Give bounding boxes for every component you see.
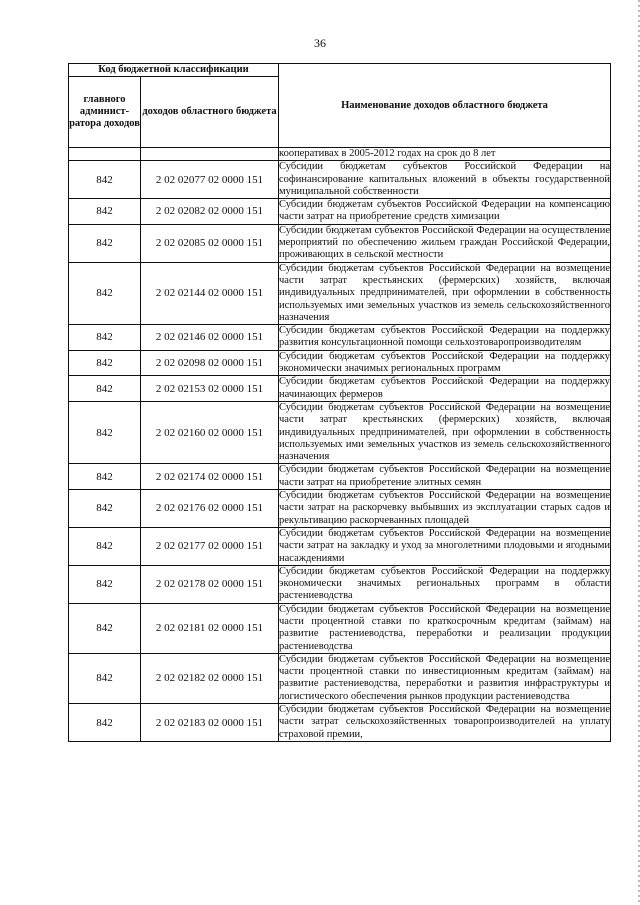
budget-classification-table <box>68 63 611 742</box>
header-admin: главного админист- ратора доходов <box>69 77 141 148</box>
table-row <box>69 262 611 324</box>
table-row <box>69 199 611 225</box>
income-code: 2 02 02176 02 0000 151 <box>141 490 279 528</box>
admin-code: 842 <box>69 704 141 742</box>
income-code: 2 02 02181 02 0000 151 <box>141 603 279 653</box>
income-code: 2 02 02183 02 0000 151 <box>141 704 279 742</box>
income-name: Субсидии бюджетам субъектов Российской Федерации на осуществление мероприятий по обеспечению жильем граждан Российской Федерации, проживающих в сельской местности <box>279 224 610 261</box>
income-name: Субсидии бюджетам субъектов Российской Федерации на возмещение части затрат на приобретение элитных семян <box>279 464 610 488</box>
table-row <box>69 464 611 490</box>
income-code: 2 02 02182 02 0000 151 <box>141 653 279 703</box>
income-code: 2 02 02082 02 0000 151 <box>141 199 279 225</box>
table-row <box>69 527 611 565</box>
income-code: 2 02 02077 02 0000 151 <box>141 161 279 199</box>
table-row <box>69 565 611 603</box>
income-name: Субсидии бюджетам субъектов Российской Федерации на поддержку развития консультационной помощи сельхозтоваропроизводителям <box>279 325 610 349</box>
header-name: Наименование доходов областного бюджета <box>279 64 611 148</box>
admin-code: 842 <box>69 376 141 402</box>
income-name: Субсидии бюджетам субъектов Российской Федерации на возмещение части затрат крестьянских (фермерских) хозяйств, включая индивидуальных предпринимателей, при оформлении в собственность используемых ими земельных участков из земель сельскохозяйственного назначения <box>279 262 610 323</box>
table-row <box>69 376 611 402</box>
table-row <box>69 161 611 199</box>
income-name: Субсидии бюджетам субъектов Российской Федерации на возмещение части процентной ставки по инвестиционным кредитам (займам) на развитие растениеводства, переработки и развития инфраструктуры и логистического обеспечения рынков продукции растениеводства <box>279 653 610 702</box>
income-name: Субсидии бюджетам субъектов Российской Федерации на софинансирование капитальных вложений в объекты государственной муниципальной собственности <box>279 161 610 197</box>
empty-cell <box>69 148 141 161</box>
table-row <box>69 224 611 262</box>
admin-code: 842 <box>69 199 141 225</box>
admin-code: 842 <box>69 464 141 490</box>
table-row <box>69 401 611 463</box>
income-code: 2 02 02153 02 0000 151 <box>141 376 279 402</box>
table-row <box>69 325 611 351</box>
admin-code: 842 <box>69 224 141 262</box>
admin-code: 842 <box>69 401 141 463</box>
admin-code: 842 <box>69 262 141 324</box>
empty-cell <box>141 148 279 161</box>
admin-code: 842 <box>69 490 141 528</box>
income-name: Субсидии бюджетам субъектов Российской Федерации на возмещение части затрат на раскорчевку выбывших из эксплуатации старых садов и рекультивацию раскорчеванных площадей <box>279 490 610 526</box>
income-name: Субсидии бюджетам субъектов Российской Федерации на компенсацию части затрат на приобретение средств химизации <box>279 199 610 223</box>
admin-code: 842 <box>69 527 141 565</box>
income-name: Субсидии бюджетам субъектов Российской Федерации на возмещение части процентной ставки по краткосрочным кредитам (займам) на развитие растениеводства, переработки и реализации продукции растениеводства <box>279 603 610 652</box>
income-name: Субсидии бюджетам субъектов Российской Федерации на поддержку начинающих фермеров <box>279 376 610 400</box>
income-code: 2 02 02160 02 0000 151 <box>141 401 279 463</box>
income-code: 2 02 02144 02 0000 151 <box>141 262 279 324</box>
table-header <box>69 64 611 148</box>
income-code: 2 02 02085 02 0000 151 <box>141 224 279 262</box>
income-code: 2 02 02177 02 0000 151 <box>141 527 279 565</box>
table-row <box>69 704 611 742</box>
continuation-row <box>69 148 611 161</box>
table-row <box>69 350 611 376</box>
income-code: 2 02 02174 02 0000 151 <box>141 464 279 490</box>
income-name: Субсидии бюджетам субъектов Российской Федерации на возмещение части затрат сельскохозяйственных товаропроизводителей на уплату страховой премии, <box>279 704 610 740</box>
admin-code: 842 <box>69 603 141 653</box>
admin-code: 842 <box>69 350 141 376</box>
continuation-text: кооперативах в 2005-2012 годах на срок до 8 лет <box>279 148 611 161</box>
income-name: Субсидии бюджетам субъектов Российской Федерации на возмещение части затрат на закладку и уход за многолетними плодовыми и ягодными насаждениями <box>279 527 610 564</box>
income-code: 2 02 02146 02 0000 151 <box>141 325 279 351</box>
admin-code: 842 <box>69 325 141 351</box>
table-row <box>69 603 611 653</box>
admin-code: 842 <box>69 653 141 703</box>
admin-code: 842 <box>69 161 141 199</box>
income-code: 2 02 02098 02 0000 151 <box>141 350 279 376</box>
header-income: доходов областного бюджета <box>141 77 279 148</box>
admin-code: 842 <box>69 565 141 603</box>
income-name: Субсидии бюджетам субъектов Российской Федерации на возмещение части затрат крестьянских (фермерских) хозяйств, включая индивидуальных предпринимателей, при оформлении в собственность используемых ими земельных участков из земель сельскохозяйственного назначения <box>279 401 610 463</box>
page-number: 36 <box>314 36 326 50</box>
income-name: Субсидии бюджетам субъектов Российской Федерации на поддержку экономически значимых региональных программ в области растениеводства <box>279 565 610 602</box>
table-row <box>69 490 611 528</box>
table-body <box>69 148 611 742</box>
header-group-title: Код бюджетной классификации <box>69 64 279 77</box>
income-name: Субсидии бюджетам субъектов Российской Федерации на поддержку экономически значимых региональных программ <box>279 350 610 375</box>
table-row <box>69 653 611 703</box>
income-code: 2 02 02178 02 0000 151 <box>141 565 279 603</box>
